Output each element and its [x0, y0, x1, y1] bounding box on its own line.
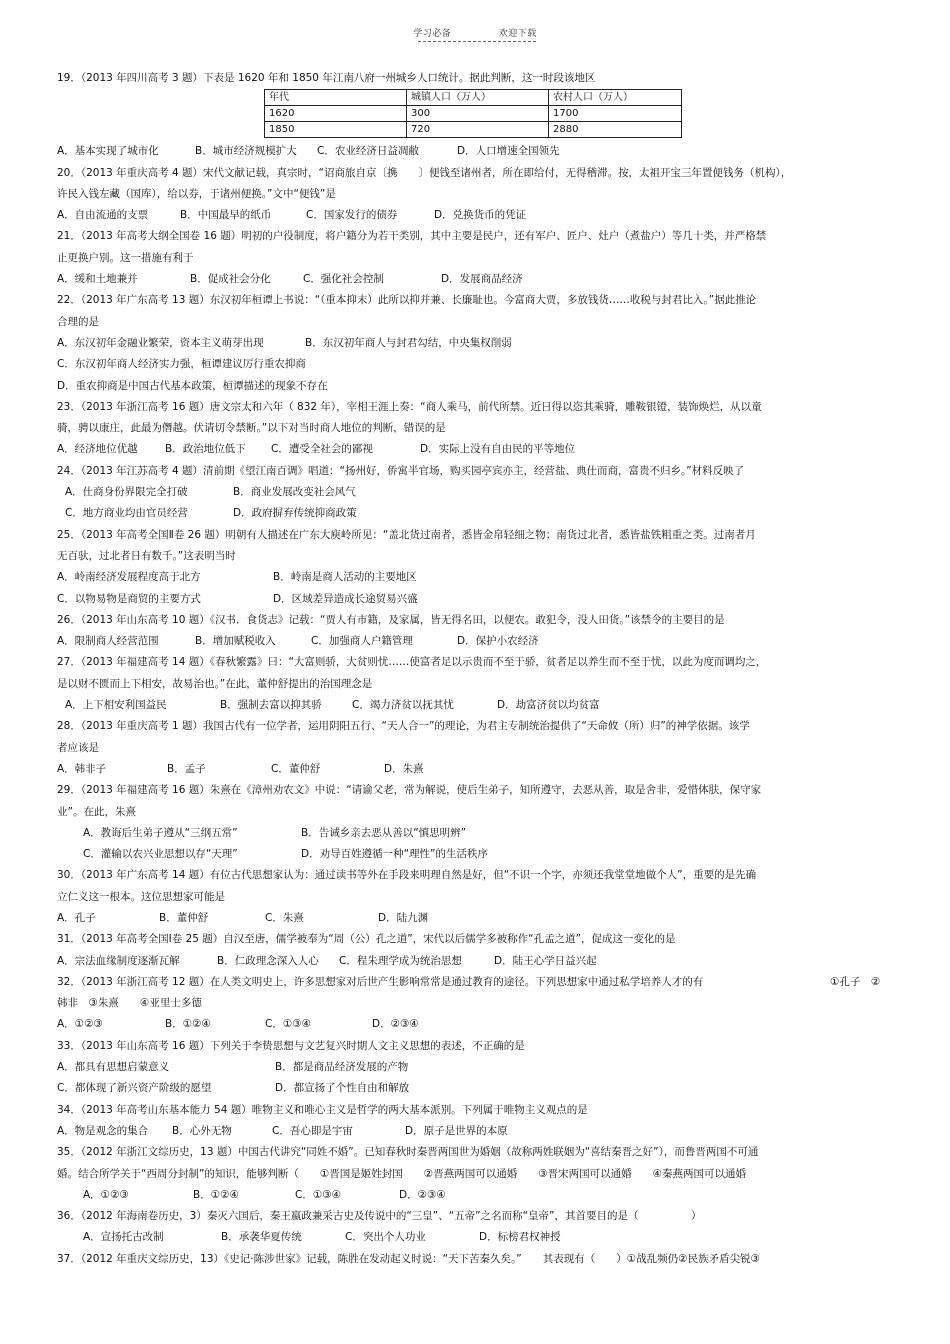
q29-options-cd: [57, 844, 897, 865]
q28-stem-line1: 28．（2013 年重庆高考 1 题）我国古代有一位学者，运用阴阳五行、“天人合一”的理论，为君主专制统治提供了“天命攸（所）归”的神学依据。该学: [57, 720, 750, 733]
option-a: A．韩非子: [57, 762, 107, 775]
q24-stem: 24．（2013 年江苏高考 4 题）清前期《望江南百调》唱道：“扬州好，侨寓半官场，购买园亭宾亦主，经营盐、典仕而商，富贵不归乡。”材料反映了: [57, 464, 745, 477]
option-a: A．物是观念的集合: [57, 1124, 149, 1137]
option-b: B．①②④: [165, 1018, 211, 1031]
option-a: A．缓和土地兼并: [57, 273, 138, 286]
option-d: D．都宣扬了个性自由和解放: [275, 1082, 410, 1095]
option-b: B．城市经济规模扩大: [195, 145, 297, 158]
option-a: A．限制商人经营范围: [57, 635, 159, 648]
option-d: D．②③④: [399, 1188, 446, 1201]
option-c: C．加强商人户籍管理: [311, 635, 413, 648]
q19-options: [57, 141, 897, 162]
option-d: D．劝导百姓遵循一种“理性”的生活秩序: [301, 848, 488, 861]
table-header-cell: 年代: [265, 90, 407, 106]
option-b: B．①②④: [193, 1188, 239, 1201]
q32-stem-text: 32．（2013 年浙江高考 12 题）在人类文明史上，许多思想家对后世产生影响常常是通过教育的途径。下列思想家中通过私学培养人才的有: [57, 975, 704, 988]
population-table: [264, 89, 682, 138]
header-left: 学习必备: [413, 29, 452, 39]
option-d: D．兑换货币的凭证: [434, 209, 527, 222]
option-a: A．基本实现了城市化: [57, 145, 159, 158]
option-d: D．重农抑商是中国古代基本政策，桓谭描述的现象不存在: [57, 379, 328, 392]
q34-options: [57, 1121, 897, 1142]
option-a: A．宣扬托古改制: [83, 1231, 164, 1244]
option-a: A．自由流通的支票: [57, 209, 149, 222]
option-b: B．告诫乡亲去恶从善以“慎思明辨”: [301, 826, 467, 839]
table-cell: 1700: [549, 106, 682, 122]
q24-options-ab: [57, 482, 897, 503]
option-b: B．中国最早的纸币: [180, 209, 272, 222]
option-a: A．经济地位优越: [57, 443, 138, 456]
q21-stem-line2: 止更换户别。这一措施有利于: [57, 251, 194, 264]
q30-options: [57, 908, 897, 929]
option-b: B．东汉初年商人与封君勾结，中央集权削弱: [305, 336, 512, 349]
option-c: C．突出个人功业: [345, 1231, 426, 1244]
option-d: D．劫富济贫以均贫富: [497, 699, 600, 712]
option-d: D．保护小农经济: [457, 635, 539, 648]
q35-options: [57, 1185, 897, 1206]
option-d: D．实际上没有自由民的平等地位: [420, 443, 576, 456]
q32-options: [57, 1014, 897, 1035]
option-d: D．②③④: [372, 1018, 419, 1031]
option-b: B．政治地位低下: [165, 443, 246, 456]
option-c: C．灌输以农兴业思想以存“天理”: [83, 848, 238, 861]
option-a: A．①②③: [83, 1188, 129, 1201]
q26-options: [57, 631, 897, 652]
q26-stem: 26．（2013 年山东高考 10 题）《汉书．食货志》记载：“贾人有市籍，及家属，皆无得名田，以便农。敢犯令，没人田货。”该禁令的主要目的是: [57, 613, 725, 626]
option-b: B．增加赋税收入: [195, 635, 276, 648]
option-b: B．孟子: [167, 762, 206, 775]
header-right: 欢迎下载: [498, 29, 537, 39]
q20-stem-line2: 许民入钱左藏（国库），给以券，于诸州便换。”文中“便钱”是: [57, 187, 336, 200]
option-d: D．发展商品经济: [441, 273, 523, 286]
option-c: C．强化社会控制: [303, 273, 384, 286]
option-d: D．标榜君权神授: [479, 1231, 561, 1244]
q20-options: [57, 205, 897, 226]
option-a: A．宗法血缘制度逐渐瓦解: [57, 954, 180, 967]
option-b: B．岭南是商人活动的主要地区: [273, 571, 417, 584]
option-a: A．东汉初年金融业繁荣，资本主义萌芽出现: [57, 336, 264, 349]
q27-options: [57, 695, 897, 716]
option-a: A．教诲后生弟子遵从“三纲五常”: [83, 826, 238, 839]
option-c: C．东汉初年商人经济实力强，桓谭建议厉行重农抑商: [57, 358, 306, 371]
option-c: C．①③④: [295, 1188, 342, 1201]
option-a: A．①②③: [57, 1018, 103, 1031]
option-b: B．董仲舒: [159, 911, 209, 924]
q35-stem-line2: 婚。结合所学关于“西周分封制”的知识，能够判断（ ①晋国是姬姓封国 ②晋燕两国可以通婚 ③晋宋两国可以通婚 ④秦燕两国可以通婚: [57, 1167, 747, 1180]
option-c: C．农业经济日益凋敝: [317, 145, 419, 158]
header-rule: [418, 41, 536, 42]
q31-stem: 31．（2013 年高考全国Ⅰ卷 25 题）自汉至唐，儒学被奉为“周（公）孔之道”，宋代以后儒学多被称作“孔孟之道”，促成这一变化的是: [57, 933, 676, 946]
q33-options-cd: [57, 1078, 897, 1099]
table-header-cell: 城镇人口（万人）: [407, 90, 549, 106]
option-c: C．遭受全社会的鄙视: [271, 443, 373, 456]
option-c: C．吾心即是宇宙: [272, 1124, 353, 1137]
option-d: D．人口增速全国领先: [457, 145, 560, 158]
q22-options-ab: [57, 333, 897, 354]
q20-stem-line1: 20．（2013 年重庆高考 4 题）宋代文献记载，真宗时，“诏商旅自京〔携 〕便钱至诸州者，所在即给付，无得稽滞。按，太祖开宝三年置便钱务（机构），: [57, 166, 792, 179]
option-b: B．强制去富以抑其骄: [220, 699, 322, 712]
option-c: C．竭力济贫以抚其忧: [352, 699, 454, 712]
q36-stem: 36．（2012 年海南卷历史，3）秦灭六国后，秦王嬴政兼采古史及传说中的“三皇”、“五帝”之名而称“皇帝”，其首要目的是（ ）: [57, 1210, 702, 1223]
option-d: D．政府摒弃传统抑商政策: [233, 507, 357, 520]
option-c: C．董仲舒: [271, 762, 321, 775]
q30-stem-line1: 30．（2013 年广东高考 14 题）有位古代思想家认为：通过读书等外在手段来明理自然是好，但“不识一个字，亦须还我堂堂地做个人”，重要的是先确: [57, 869, 757, 882]
q33-options-ab: [57, 1057, 897, 1078]
q25-options-cd: [57, 589, 897, 610]
q32-stem-line2: 韩非 ③朱熹 ④亚里士多德: [57, 997, 202, 1010]
option-a: A．都具有思想启蒙意义: [57, 1061, 170, 1074]
option-b: B．促成社会分化: [190, 273, 271, 286]
q35-stem-line1: 35．（2012 年浙江文综历史，13 题）中国古代讲究“同姓不婚”。已知春秋时秦晋两国世为婚姻（故称两姓联姻为“喜结秦晋之好”），而鲁晋两国不可通: [57, 1146, 759, 1159]
q23-options: [57, 439, 897, 460]
q34-stem: 34．（2013 年高考山东基本能力 54 题）唯物主义和唯心主义是哲学的两大基本派别。下列属于唯物主义观点的是: [57, 1103, 588, 1116]
option-c: C．程朱理学成为统治思想: [339, 954, 462, 967]
q37-stem: 37．（2012 年重庆文综历史，13）《史记·陈涉世家》记载，陈胜在发动起义时说：“天下苦秦久矣。” 其表现有（ ）①战乱频仍②民族矛盾尖锐③: [57, 1252, 760, 1265]
q21-stem-line1: 21．（2013 年高考大纲全国卷 16 题）明初的户役制度，将户籍分为若干类别，其中主要是民户，还有军户、匠户、灶户（煮盐户）等几十类，并严格禁: [57, 230, 767, 243]
option-b: B．承袭华夏传统: [221, 1231, 302, 1244]
option-a: A．岭南经济发展程度高于北方: [57, 571, 201, 584]
q30-stem-line2: 立仁义这一根本。这位思想家可能是: [57, 890, 225, 903]
q28-options: [57, 759, 897, 780]
q21-options: [57, 269, 897, 290]
option-c: C．①③④: [265, 1018, 312, 1031]
option-a: A．孔子: [57, 911, 96, 924]
q32-stem-items: ①孔子 ②: [830, 975, 881, 988]
q29-stem-line1: 29．（2013 年福建高考 16 题）朱熹在《漳州劝农文》中说：“请谕父老，常为解说，使后生弟子，知所遵守，去恶从善，取是舍非，爱惜体肤，保守家: [57, 784, 762, 797]
option-b: B．商业发展改变社会风气: [233, 486, 356, 499]
q33-stem: 33．（2013 年山东高考 16 题）下列关于李贽思想与文艺复兴时期人文主义思想的表述，不正确的是: [57, 1039, 525, 1052]
q31-options: [57, 951, 897, 972]
table-row: [265, 122, 682, 138]
q29-stem-line2: 业”。在此，朱熹: [57, 805, 136, 818]
option-c: C．以物易物是商贸的主要方式: [57, 592, 201, 605]
q22-stem-line2: 合理的是: [57, 315, 99, 328]
q27-stem-line2: 是以财不匮而上下相安，故易治也。”在此，董仲舒提出的治国理念是: [57, 677, 373, 690]
q22-stem-line1: 22．（2013 年广东高考 13 题）东汉初年桓谭上书说：“（重本抑末）此所以抑并兼、长廉耻也。今富商大贾，多放钱货……收税与封君比入。”据此推论: [57, 294, 757, 307]
option-d: D．陆九渊: [378, 911, 429, 924]
q36-options: [57, 1227, 897, 1248]
q28-stem-line2: 者应该是: [57, 741, 99, 754]
option-a: A．上下相安利国益民: [65, 699, 167, 712]
question-list: [57, 68, 897, 1270]
q23-stem-line2: 骑，骋以康庄，此最为僭越。伏请切令禁断。”以下对当时商人地位的判断，错误的是: [57, 422, 446, 435]
q27-stem-line1: 27．（2013 年福建高考 14 题）《春秋繁露》曰：“大富则骄，大贫则忧……使富者足以示贵而不至于骄，贫者足以养生而不至于忧，以此为度而调均之，: [57, 656, 767, 669]
table-cell: 720: [407, 122, 549, 138]
table-cell: 2880: [549, 122, 682, 138]
option-d: D．朱熹: [384, 762, 424, 775]
table-cell: 1850: [265, 122, 407, 138]
option-c: C．地方商业均由官员经营: [65, 507, 188, 520]
option-d: D．区域差异造成长途贸易兴盛: [273, 592, 418, 605]
option-d: D．原子是世界的本原: [405, 1124, 508, 1137]
option-a: A．仕商身份界限完全打破: [65, 486, 188, 499]
option-d: D．陆王心学日益兴起: [494, 954, 597, 967]
q25-stem-line1: 25．（2013 年高考全国Ⅱ卷 26 题）明朝有人描述在广东大庾岭所见：“盖北货过南者，悉皆金帛轻细之物；南货过北者，悉皆盐铁粗重之类。过南者月: [57, 528, 756, 541]
q32-stem-line1: [57, 972, 897, 993]
q25-options-ab: [57, 567, 897, 588]
q25-stem-line2: 无百驮，过北者日有数千。”这表明当时: [57, 549, 236, 562]
q24-options-cd: [57, 503, 897, 524]
option-c: C．都体现了新兴资产阶级的愿望: [57, 1082, 212, 1095]
table-header-cell: 农村人口（万人）: [549, 90, 682, 106]
option-c: C．国家发行的债券: [306, 209, 398, 222]
q23-stem-line1: 23．（2013 年浙江高考 16 题）唐文宗太和六年（ 832 年），宰相王涯上奏：“商人乘马，前代所禁。近日得以恣其乘骑，雕鞍银镫，装饰焕烂，从以童: [57, 400, 762, 413]
q19-stem: 19．（2013 年四川高考 3 题）下表是 1620 年和 1850 年江南八府一州城乡人口统计。据此判断，这一时段该地区: [57, 72, 596, 84]
table-row: [265, 106, 682, 122]
option-b: B．心外无物: [172, 1124, 232, 1137]
table-cell: 300: [407, 106, 549, 122]
option-b: B．仁政理念深入人心: [217, 954, 319, 967]
option-c: C．朱熹: [265, 911, 304, 924]
table-cell: 1620: [265, 106, 407, 122]
option-b: B．都是商品经济发展的产物: [275, 1061, 409, 1074]
page-header: [0, 26, 950, 39]
q29-options-ab: [57, 823, 897, 844]
table-header-row: [265, 90, 682, 106]
